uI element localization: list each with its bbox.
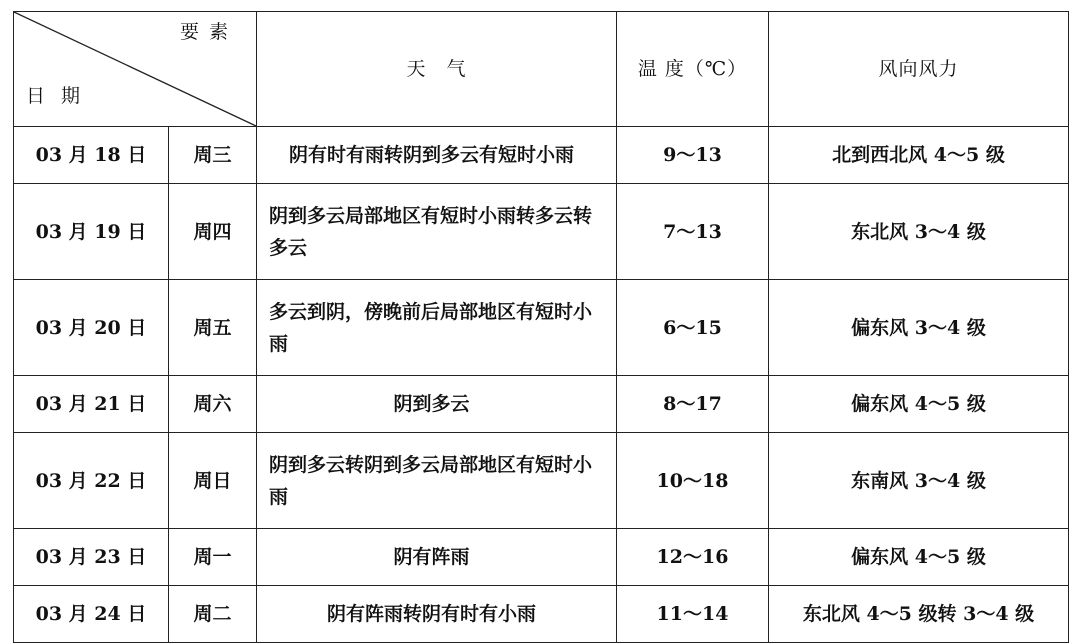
table-row [14,184,1069,280]
weather-forecast-table [13,11,1069,643]
date-cell: 03 月 19 日 [14,184,169,280]
table-row [14,586,1069,643]
weather-header: 天 气 [257,12,617,127]
weekday-cell: 周四 [169,184,257,280]
table-row [14,529,1069,586]
weekday-cell: 周三 [169,127,257,184]
temperature-cell: 10～18 [617,433,769,529]
temperature-header: 温 度（℃） [617,12,769,127]
weekday-cell: 周二 [169,586,257,643]
date-cell: 03 月 22 日 [14,433,169,529]
element-label: 要素 [179,21,238,43]
temperature-cell: 6～15 [617,280,769,376]
date-label: 日期 [26,85,97,107]
temperature-cell: 7～13 [617,184,769,280]
weekday-cell: 周五 [169,280,257,376]
temperature-cell: 8～17 [617,376,769,433]
table-header-row [14,12,1069,127]
weekday-cell: 周一 [169,529,257,586]
wind-cell: 偏东风 3～4 级 [769,280,1069,376]
weather-cell: 阴有阵雨转阴有时有小雨 [257,586,617,643]
weekday-cell: 周日 [169,433,257,529]
weather-cell: 阴有时有雨转阴到多云有短时小雨 [257,127,617,184]
wind-cell: 偏东风 4～5 级 [769,376,1069,433]
diagonal-header-cell [14,12,257,127]
table-row [14,433,1069,529]
date-cell: 03 月 23 日 [14,529,169,586]
weather-cell: 多云到阴，傍晚前后局部地区有短时小雨 [257,280,617,376]
weekday-cell: 周六 [169,376,257,433]
table-row [14,376,1069,433]
date-cell: 03 月 20 日 [14,280,169,376]
temperature-cell: 12～16 [617,529,769,586]
weather-cell: 阴到多云局部地区有短时小雨转多云转多云 [257,184,617,280]
wind-cell: 北到西北风 4～5 级 [769,127,1069,184]
temperature-cell: 9～13 [617,127,769,184]
table-row [14,127,1069,184]
date-cell: 03 月 18 日 [14,127,169,184]
temperature-cell: 11～14 [617,586,769,643]
wind-cell: 东北风 4～5 级转 3～4 级 [769,586,1069,643]
weather-cell: 阴有阵雨 [257,529,617,586]
date-cell: 03 月 21 日 [14,376,169,433]
weather-cell: 阴到多云 [257,376,617,433]
wind-cell: 偏东风 4～5 级 [769,529,1069,586]
table-row [14,280,1069,376]
wind-header: 风向风力 [769,12,1069,127]
wind-cell: 东南风 3～4 级 [769,433,1069,529]
wind-cell: 东北风 3～4 级 [769,184,1069,280]
weather-cell: 阴到多云转阴到多云局部地区有短时小雨 [257,433,617,529]
date-cell: 03 月 24 日 [14,586,169,643]
